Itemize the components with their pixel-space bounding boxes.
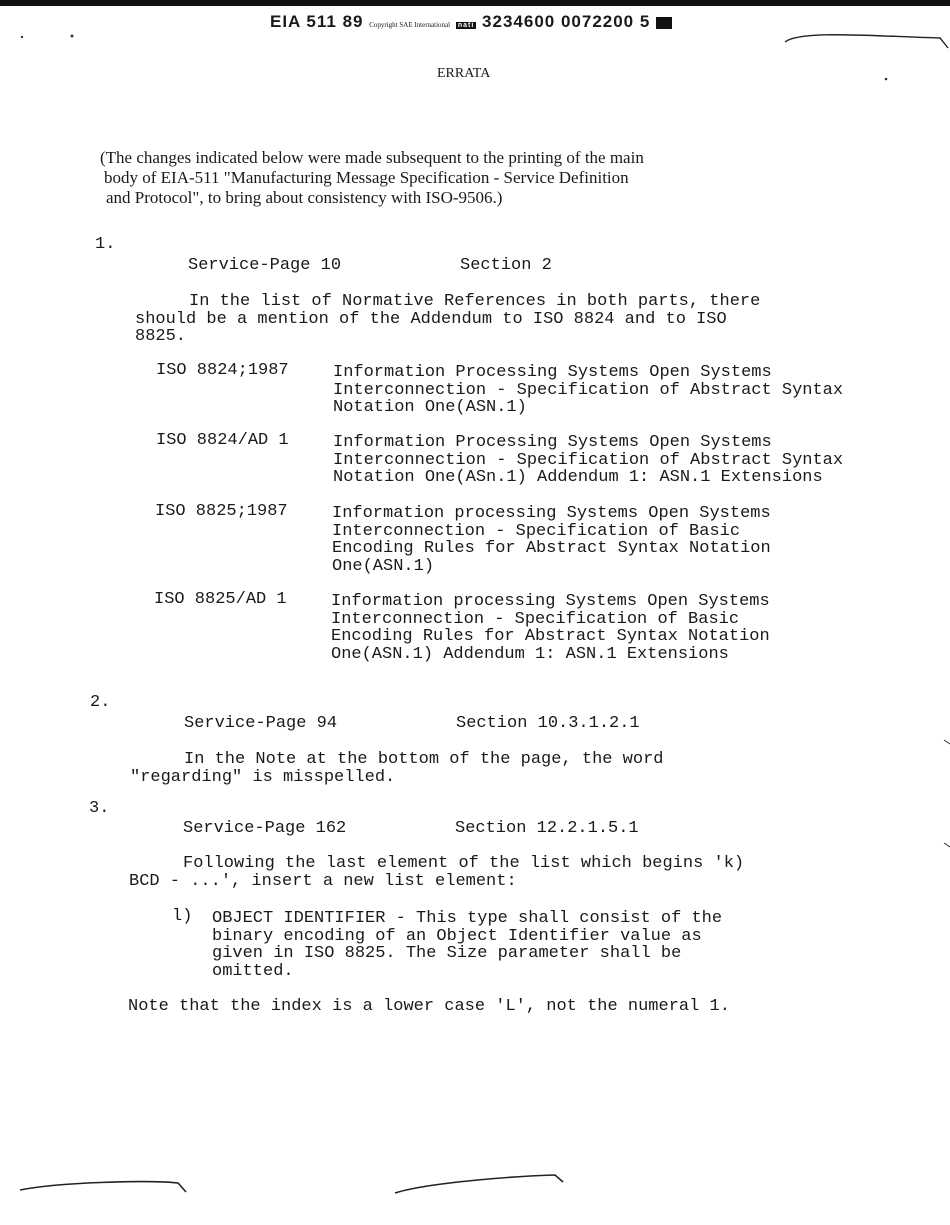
section-label: Section 2 xyxy=(460,256,552,275)
stamp-block: nati xyxy=(457,22,475,29)
reference-line: Interconnection - Specification of Abstract Syntax xyxy=(333,450,844,470)
file-number: 3234600 0072200 5 xyxy=(482,12,651,31)
speck xyxy=(21,36,23,38)
list-item-line: binary encoding of an Object Identifier value as xyxy=(212,926,702,946)
intro-line: (The changes indicated below were made subsequent to the printing of the main xyxy=(100,148,644,167)
speck xyxy=(71,35,74,38)
reference-line: Information processing Systems Open Systems xyxy=(332,504,771,523)
bottom-left-stroke xyxy=(20,1182,186,1192)
service-page-label: Service-Page 162 xyxy=(183,819,347,838)
list-item-line: given in ISO 8825. The Size parameter shall be xyxy=(212,944,682,963)
reference-line: Notation One(ASN.1) xyxy=(333,398,527,417)
reference-line: Information Processing Systems Open Systems xyxy=(333,433,772,452)
paragraph-line: Following the last element of the list which begins 'k) xyxy=(183,854,745,873)
paragraph-line: 8825. xyxy=(135,327,187,346)
reference-code: ISO 8825;1987 xyxy=(155,502,288,521)
reference-line: Encoding Rules for Abstract Syntax Notation xyxy=(332,539,771,558)
speck xyxy=(885,78,888,81)
reference-line: Interconnection - Specification of Basic xyxy=(331,609,740,629)
paragraph-line: BCD - ...', insert a new list element: xyxy=(129,871,517,891)
page-title: ERRATA xyxy=(437,66,491,81)
section-label: Section 12.2.1.5.1 xyxy=(455,819,639,838)
note-text: Note that the index is a lower case 'L', not the numeral 1. xyxy=(128,997,730,1016)
item-number: 1. xyxy=(95,235,116,254)
reference-code: ISO 8824/AD 1 xyxy=(156,431,289,450)
service-page-label: Service-Page 10 xyxy=(188,256,342,275)
intro-line: and Protocol", to bring about consistency with ISO-9506.) xyxy=(106,188,503,207)
reference-code: ISO 8825/AD 1 xyxy=(154,590,287,609)
reference-line: Information processing Systems Open Systems xyxy=(331,592,770,611)
reference-line: Information Processing Systems Open Systems xyxy=(333,363,772,382)
copyright-stamp: Copyright SAE International xyxy=(369,21,451,29)
reference-code: ISO 8824;1987 xyxy=(156,361,289,380)
list-item-marker: l) xyxy=(172,907,193,926)
paragraph-line: In the list of Normative References in both parts, there xyxy=(189,292,761,311)
paragraph-line: "regarding" is misspelled. xyxy=(130,767,396,787)
paragraph-line: should be a mention of the Addendum to ISO 8824 and to ISO xyxy=(135,309,727,329)
section-label: Section 10.3.1.2.1 xyxy=(456,714,640,733)
bottom-center-stroke xyxy=(395,1175,563,1193)
doc-code: EIA 511 89 xyxy=(270,12,364,31)
reference-line: Interconnection - Specification of Abstract Syntax xyxy=(333,380,844,400)
edge-mark xyxy=(944,843,950,847)
reference-line: Notation One(ASn.1) Addendum 1: ASN.1 Extensions xyxy=(333,468,823,487)
list-item-line: OBJECT IDENTIFIER - This type shall consist of the xyxy=(212,909,723,928)
item-number: 2. xyxy=(90,693,111,712)
edge-mark xyxy=(944,740,950,744)
item-number: 3. xyxy=(89,799,110,818)
list-item-line: omitted. xyxy=(212,961,294,981)
service-page-label: Service-Page 94 xyxy=(184,714,338,733)
reference-line: One(ASN.1) Addendum 1: ASN.1 Extensions xyxy=(331,644,729,664)
paragraph-line: In the Note at the bottom of the page, the word xyxy=(184,750,664,769)
reference-line: One(ASN.1) xyxy=(332,556,435,576)
reference-line: Encoding Rules for Abstract Syntax Notation xyxy=(331,627,770,646)
top-right-stroke xyxy=(785,35,948,48)
reference-line: Interconnection - Specification of Basic xyxy=(332,521,741,541)
intro-line: body of EIA-511 "Manufacturing Message Specification - Service Definition xyxy=(104,168,629,187)
